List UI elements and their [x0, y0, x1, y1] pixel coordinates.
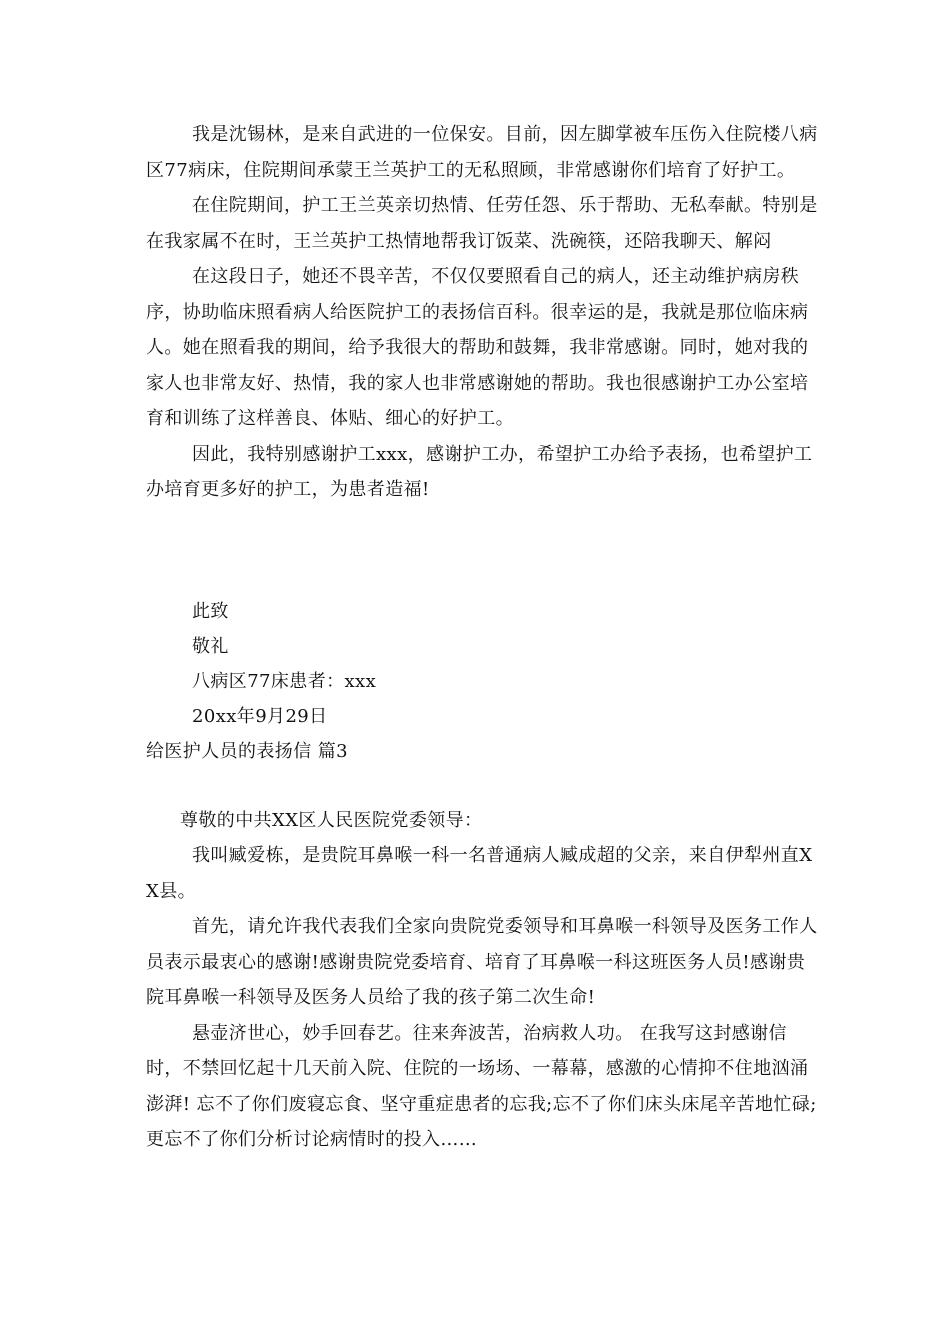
section-heading: 给医护人员的表扬信 篇3 [146, 741, 348, 762]
closing-greeting: 此致 [192, 601, 229, 622]
paragraph: 我是沈锡林，是来自武进的一位保安。目前，因左脚掌被车压伤入住院楼八病区77病床，住院期间承蒙王兰英护工的无私照顾，非常感谢你们培育了好护工。 [146, 124, 818, 181]
date-line: 20xx年9月29日 [192, 706, 328, 727]
letter-body-two [146, 838, 818, 1158]
paragraph: 我叫臧爱栋，是贵院耳鼻喉一科一名普通病人臧成超的父亲，来自伊犁州直XX县。 [146, 845, 813, 902]
paragraph: 悬壶济世心，妙手回春艺。往来奔波苦，治病救人功。 在我写这封感谢信时，不禁回忆起十几天前入院、住院的一场场、一幕幕，感激的心情抑不住地汹涌澎湃! 忘不了你们废寝忘食、坚守重症患者的忘我;忘不了你们床头床尾辛苦地忙碌;更忘不了你们分析讨论病情时的投入…… [146, 1022, 817, 1150]
signature-line: 八病区77床患者：xxx [192, 671, 377, 692]
paragraph: 因此，我特别感谢护工xxx，感谢护工办，希望护工办给予表扬，也希望护工办培育更多好的护工，为患者造福! [146, 443, 813, 500]
paragraph: 在住院期间，护工王兰英亲切热情、任劳任怨、乐于帮助、无私奉献。特别是在我家属不在时，王兰英护工热情地帮我订饭菜、洗碗筷，还陪我聊天、解闷 [146, 195, 818, 252]
closing-salute: 敬礼 [192, 636, 229, 657]
paragraph: 首先，请允许我代表我们全家向贵院党委领导和耳鼻喉一科领导及医务工作人员表示最衷心的感谢!感谢贵院党委培育、培育了耳鼻喉一科这班医务人员!感谢贵院耳鼻喉一科领导及医务人员给了我的孩子第二次生命! [146, 916, 818, 1008]
letter-body-one [146, 117, 818, 508]
salutation: 尊敬的中共XX区人民医院党委领导： [180, 810, 483, 831]
paragraph: 在这段日子，她还不畏辛苦，不仅仅要照看自己的病人，还主动维护病房秩序，协助临床照看病人给医院护工的表扬信百科。很幸运的是，我就是那位临床病人。她在照看我的期间，给予我很大的帮助和鼓舞，我非常感谢。同时，她对我的家人也非常友好、热情，我的家人也非常感谢她的帮助。我也很感谢护工办公室培育和训练了这样善良、体贴、细心的好护工。 [146, 266, 809, 429]
